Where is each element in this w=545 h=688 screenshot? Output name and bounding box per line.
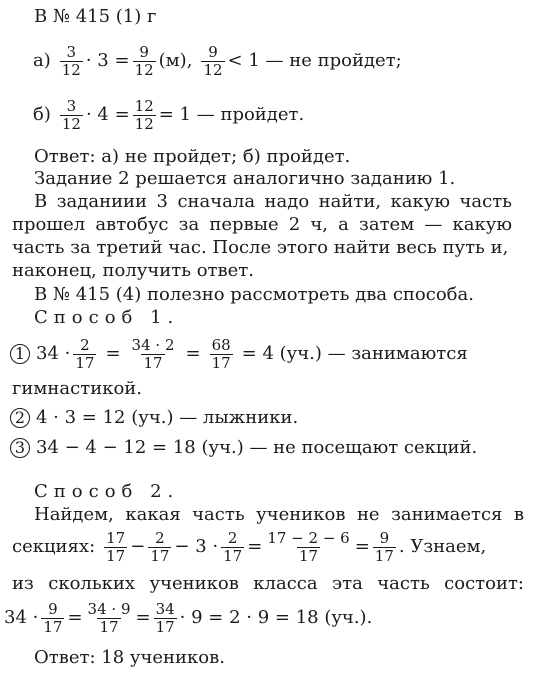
way-2-line-2 [12, 523, 486, 571]
fraction [41, 601, 64, 636]
text: Найдем, какая часть учеников не занимается в [34, 504, 524, 525]
text: Задание 2 решается аналогично заданию 1. [34, 168, 456, 189]
text: = [67, 607, 83, 628]
text: 34 · [4, 607, 39, 628]
fraction [201, 44, 224, 79]
text: гимнастикой. [12, 378, 142, 399]
task-3-line-3 [12, 237, 508, 259]
text: 34 − 4 − 12 = 18 (уч.) — не посещают секций. [36, 437, 478, 458]
denominator: 17 [43, 617, 63, 636]
line-a [33, 36, 402, 86]
denominator: 12 [61, 114, 81, 133]
fraction [60, 44, 83, 79]
denominator: 12 [61, 60, 81, 79]
numerator: 9 [379, 528, 390, 547]
task-3-line-1 [34, 191, 512, 213]
fraction [86, 601, 133, 636]
denominator: 17 [143, 353, 163, 372]
text: < 1 — не пройдет; [227, 50, 402, 71]
text: · 4 = [85, 104, 130, 125]
denominator: 12 [134, 114, 154, 133]
denominator: 17 [106, 546, 126, 565]
step-number-1: 1 [10, 344, 30, 364]
numerator: 9 [48, 599, 58, 618]
numerator: 12 [134, 96, 154, 115]
text: = [247, 536, 263, 557]
denominator: 17 [211, 353, 231, 372]
step-number-3: 3 [10, 438, 30, 458]
denominator: 17 [374, 546, 394, 565]
text: = [354, 536, 370, 557]
text: . Узнаем, [398, 536, 487, 557]
step-1-continued [12, 378, 142, 400]
denominator: 17 [223, 546, 243, 565]
denominator: 12 [134, 60, 154, 79]
answer-1 [34, 146, 350, 168]
text: Способ 1. [34, 307, 180, 328]
text: Способ 2. [34, 481, 180, 502]
heading-415-1 [34, 6, 156, 28]
fraction [154, 601, 177, 636]
numerator: 9 [139, 42, 149, 61]
fraction [133, 98, 156, 133]
step-3 [10, 437, 477, 459]
numerator: 9 [208, 42, 218, 61]
text: = 4 (уч.) — занимаются [241, 343, 468, 364]
numerator: 34 · 2 [131, 335, 175, 354]
text: − [130, 536, 146, 557]
text: наконец, получить ответ. [12, 260, 254, 281]
task-4-line [34, 284, 474, 306]
fraction [148, 530, 171, 565]
text: из скольких учеников класса эта часть состоит: [12, 573, 524, 594]
text: В № 415 (1) г [34, 6, 157, 27]
fraction [210, 337, 233, 372]
denominator: 12 [203, 60, 223, 79]
numerator: 2 [80, 335, 90, 354]
text: · 3 = [85, 50, 130, 71]
numerator: 17 − 2 − 6 [267, 528, 350, 547]
numerator: 34 · 9 [87, 599, 131, 618]
text: = 1 — пройдет. [158, 104, 305, 125]
text: часть за третий час. После этого найти весь путь и, [12, 237, 509, 258]
text: Ответ: 18 учеников. [34, 647, 225, 668]
answer-2 [34, 647, 225, 669]
label-a: а) [33, 50, 51, 71]
fraction [104, 530, 127, 565]
text: В № 415 (4) полезно рассмотреть два способа. [34, 284, 474, 305]
text: 4 · 3 = 12 (уч.) — лыжники. [36, 407, 299, 428]
text: прошел автобус за первые 2 ч, а затем — какую [12, 214, 512, 235]
text: Ответ: а) не пройдет; б) пройдет. [34, 146, 351, 167]
task-3-line-2 [12, 214, 512, 236]
fraction [221, 530, 244, 565]
step-2 [10, 407, 298, 429]
denominator: 17 [150, 546, 170, 565]
fraction [130, 337, 177, 372]
numerator: 2 [227, 528, 238, 547]
way-2-heading [34, 481, 179, 503]
numerator: 2 [155, 528, 165, 547]
numerator: 68 [211, 335, 231, 354]
denominator: 17 [99, 617, 119, 636]
fraction [265, 530, 351, 565]
fraction [60, 98, 83, 133]
text: − 3 · [174, 536, 219, 557]
line-b [33, 90, 304, 140]
task-2-line [34, 168, 455, 190]
text: В заданиии 3 сначала надо найти, какую часть [34, 191, 512, 212]
fraction [73, 337, 96, 372]
fraction [373, 530, 396, 565]
label-b: б) [33, 104, 51, 125]
denominator: 17 [298, 546, 319, 565]
denominator: 17 [75, 353, 95, 372]
way-1-heading [34, 307, 179, 329]
fraction [133, 44, 156, 79]
way-2-line-3 [12, 573, 524, 595]
text: (м), [158, 50, 193, 71]
task-3-line-4 [12, 260, 254, 282]
way-2-line-4 [4, 594, 372, 642]
text: = [135, 607, 151, 628]
numerator: 3 [66, 96, 77, 115]
text: · 9 = 2 · 9 = 18 (уч.). [179, 607, 373, 628]
step-number-2: 2 [10, 408, 30, 428]
step-1 [10, 330, 468, 378]
text: секциях: [12, 536, 96, 557]
numerator: 34 [155, 599, 175, 618]
text: = [105, 343, 121, 364]
text: = [185, 343, 201, 364]
numerator: 17 [106, 528, 126, 547]
text: 34 · [36, 343, 71, 364]
numerator: 3 [66, 42, 77, 61]
denominator: 17 [155, 617, 175, 636]
